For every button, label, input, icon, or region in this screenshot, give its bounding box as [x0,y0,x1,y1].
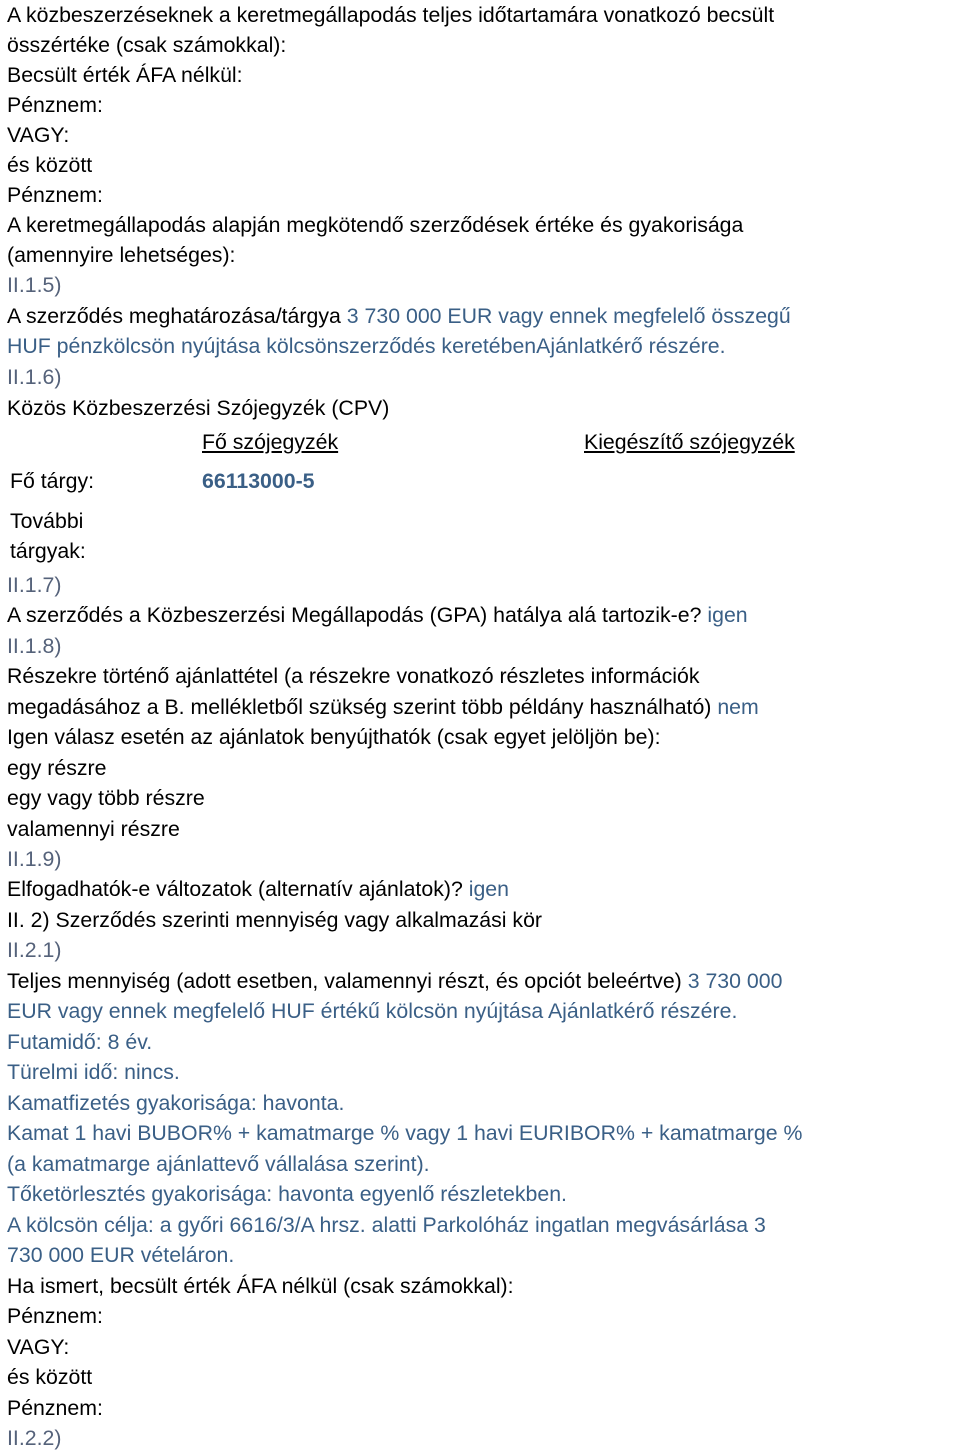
section-number: II.1.9) [7,847,62,871]
cpv-supplementary-vocabulary-header: Kiegészítő szójegyzék [584,430,795,454]
estimated-value-label: Becsült érték ÁFA nélkül: [7,63,243,87]
lots-option-one: egy részre [7,756,107,780]
principal-repayment-frequency: Tőketörlesztés gyakorisága: havonta egyenlő részletekben. [7,1182,567,1206]
loan-purpose: A kölcsön célja: a győri 6616/3/A hrsz. alatti Parkolóház ingatlan megvásárlása 3 [7,1213,766,1237]
range-label: és között [7,1365,93,1389]
contract-subject-value-cont: HUF pénzkölcsön nyújtása kölcsönszerződés keretébenAjánlatkérő részére. [7,334,726,358]
gpa-question-row [7,600,748,630]
lots-option-one-or-more: egy vagy több részre [7,786,205,810]
framework-estimate-line1: A közbeszerzéseknek a keretmegállapodás teljes időtartamára vonatkozó becsült [7,3,775,27]
contract-subject-row [7,301,791,331]
currency-label: Pénznem: [7,1396,103,1420]
section-heading: II. 2) Szerződés szerinti mennyiség vagy alkalmazási kör [7,908,543,932]
lots-question-line1: Részekre történő ajánlattétel (a részekre vonatkozó részletes információk [7,664,700,688]
contract-value-frequency-line1: A keretmegállapodás alapján megkötendő szerződések értéke és gyakorisága [7,213,744,237]
total-quantity-label: Teljes mennyiség (adott esetben, valamennyi részt, és opciót beleértve) [7,969,682,993]
lots-submission-instruction: Igen válasz esetén az ajánlatok benyújthatók (csak egyet jelöljön be): [7,725,661,749]
or-label: VAGY: [7,123,70,147]
variants-question: Elfogadhatók-e változatok (alternatív ajánlatok)? [7,877,463,901]
currency-label: Pénznem: [7,1304,103,1328]
total-quantity-detail: EUR vagy ennek megfelelő HUF értékű kölcsön nyújtása Ajánlatkérő részére. [7,999,738,1023]
section-number: II.2.1) [7,938,62,962]
section-number: II.1.6) [7,365,62,389]
estimated-value-label: Ha ismert, becsült érték ÁFA nélkül (csak számokkal): [7,1274,514,1298]
cpv-title: Közös Közbeszerzési Szójegyzék (CPV) [7,396,390,420]
grace-period: Türelmi idő: nincs. [7,1060,180,1084]
range-label: és között [7,153,93,177]
cpv-main-vocabulary-header: Fő szójegyzék [202,430,339,454]
lots-option-all: valamennyi részre [7,817,180,841]
interest-payment-frequency: Kamatfizetés gyakorisága: havonta. [7,1091,345,1115]
lots-answer: nem [717,695,759,719]
total-quantity-row [7,966,782,996]
section-number: II.2.2) [7,1426,62,1450]
lots-question-line2: megadásához a B. mellékletből szükség szerint több példány használható) [7,695,712,719]
variants-question-row [7,874,509,904]
currency-label: Pénznem: [7,93,103,117]
lots-question-row [7,692,759,722]
section-number: II.1.5) [7,273,62,297]
section-number: II.1.8) [7,634,62,658]
contract-subject-value: 3 730 000 EUR vagy ennek megfelelő összegű [346,304,791,328]
loan-term: Futamidő: 8 év. [7,1030,153,1054]
section-number: II.1.7) [7,573,62,597]
total-quantity-value: 3 730 000 [687,969,783,993]
or-label: VAGY: [7,1335,70,1359]
further-objects-label-line1: További [10,509,84,533]
main-object-label: Fő tárgy: [10,469,95,493]
gpa-question: A szerződés a Közbeszerzési Megállapodás (GPA) hatálya alá tartozik-e? [7,603,702,627]
variants-answer: igen [468,877,509,901]
contract-value-frequency-line2: (amennyire lehetséges): [7,243,236,267]
interest-rate-note: (a kamatmarge ajánlattevő vállalása szerint). [7,1152,430,1176]
main-object-cpv-code: 66113000-5 [202,469,315,493]
further-objects-label-line2: tárgyak: [10,539,86,563]
currency-label: Pénznem: [7,183,103,207]
loan-purpose-cont: 730 000 EUR vételáron. [7,1243,235,1267]
framework-estimate-line2: összértéke (csak számokkal): [7,33,287,57]
interest-rate: Kamat 1 havi BUBOR% + kamatmarge % vagy 1 havi EURIBOR% + kamatmarge % [7,1121,803,1145]
contract-subject-label: A szerződés meghatározása/tárgya [7,304,341,328]
gpa-answer: igen [707,603,748,627]
